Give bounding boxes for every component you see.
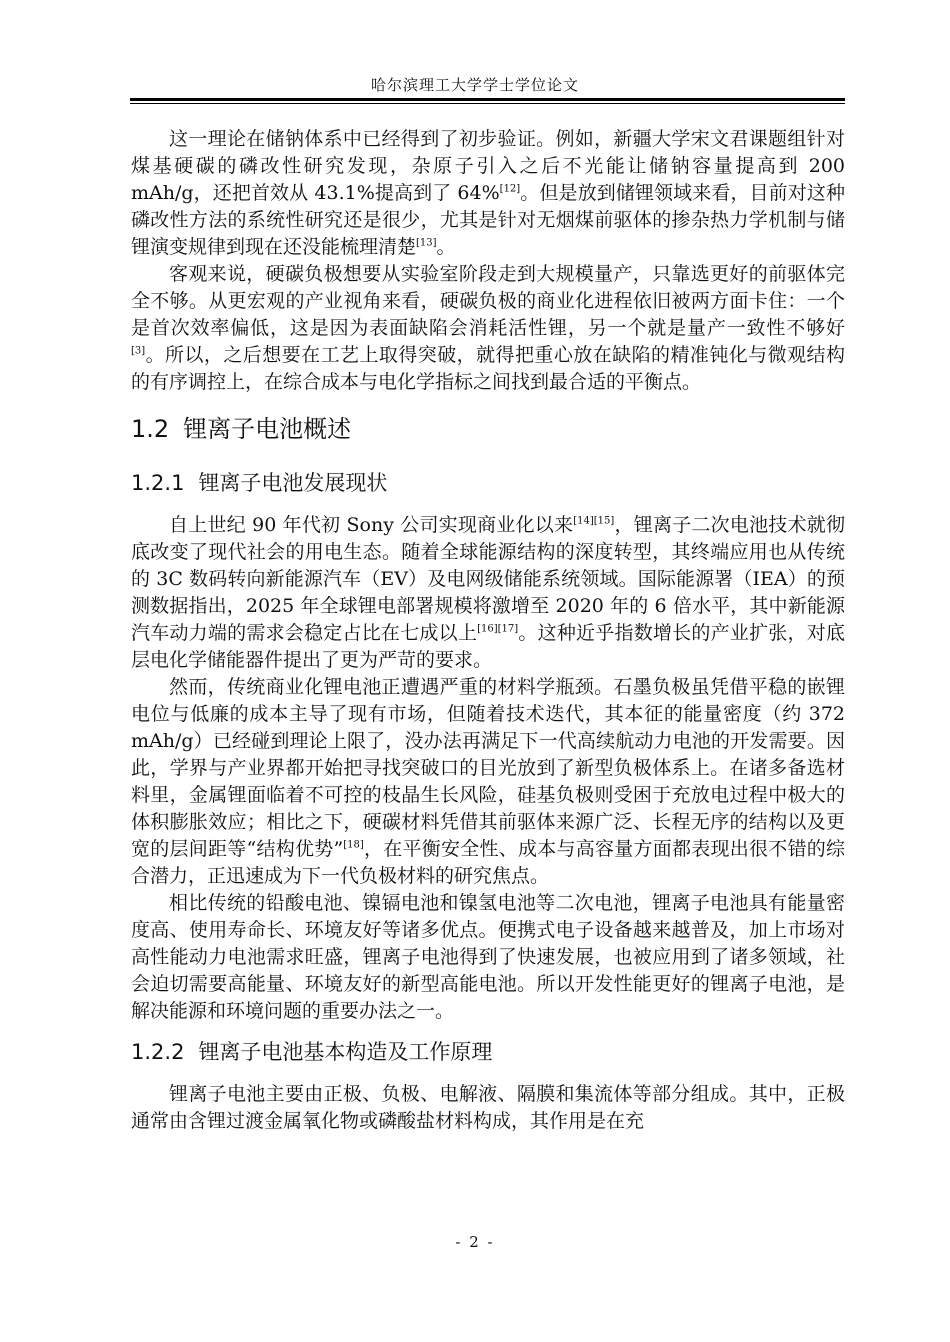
body-paragraph — [131, 512, 845, 674]
body-paragraph — [131, 126, 845, 261]
paragraph-text: 客观来说，硬碳负极想要从实验室阶段走到大规模量产，只靠选更好的前驱体完全不够。从更宏观的产业视角来看，硬碳负极的商业化进程依旧被两方面卡住：一个是首次效率偏低，这是因为表面缺陷会消耗活性锂，另一个就是量产一致性不够好 — [131, 263, 845, 339]
header-rule-thin — [130, 103, 845, 104]
subsection-number: 1.2.1 — [131, 471, 185, 495]
paragraph-text: 自上世纪 90 年代初 Sony 公司实现商业化以来 — [169, 514, 574, 536]
body-paragraph — [131, 261, 845, 396]
intro-paragraphs — [131, 126, 845, 396]
paragraph-text: 锂离子电池主要由正极、负极、电解液、隔膜和集流体等部分组成。其中，正极通常由含锂过渡金属氧化物或磷酸盐材料构成，其作用是在充 — [131, 1083, 845, 1132]
paragraph-text: 这一理论在储钠体系中已经得到了初步验证。例如，新疆大学宋文君课题组针对煤基硬碳的磷改性研究发现，杂原子引入之后不光能让储钠容量提高到 200 mAh/g，还把首效从 43.1%提高到了 64% — [131, 128, 845, 204]
body-paragraph — [131, 1081, 845, 1135]
paragraph-text: 。但是放到储锂领域来看，目前对这种磷改性方法的系统性研究还是很少，尤其是针对无烟煤前驱体的掺杂热力学机制与储锂演变规律到现在还没能梳理清楚 — [131, 182, 845, 258]
header-rule-thick — [130, 98, 845, 101]
citation-ref: [18] — [343, 839, 364, 851]
body-paragraph — [131, 674, 845, 890]
subsection-number: 1.2.2 — [131, 1040, 185, 1064]
section-1-2-1-paragraphs — [131, 512, 845, 1025]
citation-ref: [3] — [131, 345, 146, 357]
citation-ref: [13] — [416, 237, 437, 249]
citation-ref: [12] — [499, 183, 521, 195]
paragraph-text: 相比传统的铅酸电池、镍镉电池和镍氢电池等二次电池，锂离子电池具有能量密度高、使用寿命长、环境友好等诸多优点。便携式电子设备越来越普及，加上市场对高性能动力电池需求旺盛，锂离子电池得到了快速发展，也被应用到了诸多领域，社会迫切需要高能量、环境友好的新型高能电池。所以开发性能更好的锂离子电池，是解决能源和环境问题的重要办法之一。 — [131, 892, 845, 1022]
citation-ref: [16][17] — [477, 623, 519, 635]
section-1-2-heading — [131, 412, 845, 446]
paragraph-text: 。 — [436, 236, 456, 258]
citation-ref: [14][15] — [573, 515, 615, 527]
paragraph-text: 。这种近乎指数增长的产业扩张，对底层电化学储能器件提出了更为严苛的要求。 — [131, 622, 845, 671]
page-body — [131, 126, 845, 1135]
paragraph-text: 然而，传统商业化锂电池正遭遇严重的材料学瓶颈。石墨负极虽凭借平稳的嵌锂电位与低廉的成本主导了现有市场，但随着技术迭代，其本征的能量密度（约 372 mAh/g）已经碰到理论上限了，没办法再满足下一代高续航动力电池的开发需要。因此，学界与产业界都开始把寻找突破口的目光放到了新型负极体系上。在诸多备选材料里，金属锂面临着不可控的枝晶生长风险，硅基负极则受困于充放电过程中极大的体积膨胀效应；相比之下，硬碳材料凭借其前驱体来源广泛、长程无序的结构以及更宽的层间距等“结构优势” — [131, 676, 845, 860]
section-1-2-1-heading — [131, 468, 845, 498]
paragraph-text: ，锂离子二次电池技术就彻底改变了现代社会的用电生态。随着全球能源结构的深度转型，其终端应用也从传统的 3C 数码转向新能源汽车（EV）及电网级储能系统领域。国际能源署（IEA）的预测数据指出，2025 年全球锂电部署规模将激增至 2020 年的 6 倍水平，其中新能源汽车动力端的需求会稳定占比在七成以上 — [131, 514, 845, 644]
section-number: 1.2 — [131, 415, 170, 443]
page-number: - 2 - — [455, 1233, 495, 1251]
section-title: 锂离子电池概述 — [183, 415, 352, 443]
subsection-title: 锂离子电池发展现状 — [198, 471, 388, 495]
section-1-2-2-heading — [131, 1037, 845, 1067]
paragraph-text: ，在平衡安全性、成本与高容量方面都表现出很不错的综合潜力，正迅速成为下一代负极材料的研究焦点。 — [131, 838, 845, 887]
body-paragraph — [131, 890, 845, 1025]
subsection-title: 锂离子电池基本构造及工作原理 — [198, 1040, 493, 1064]
paragraph-text: 。所以，之后想要在工艺上取得突破，就得把重心放在缺陷的精准钝化与微观结构的有序调控上，在综合成本与电化学指标之间找到最合适的平衡点。 — [131, 344, 845, 393]
header-title: 哈尔滨理工大学学士学位论文 — [370, 76, 579, 94]
section-1-2-2-paragraphs — [131, 1081, 845, 1135]
